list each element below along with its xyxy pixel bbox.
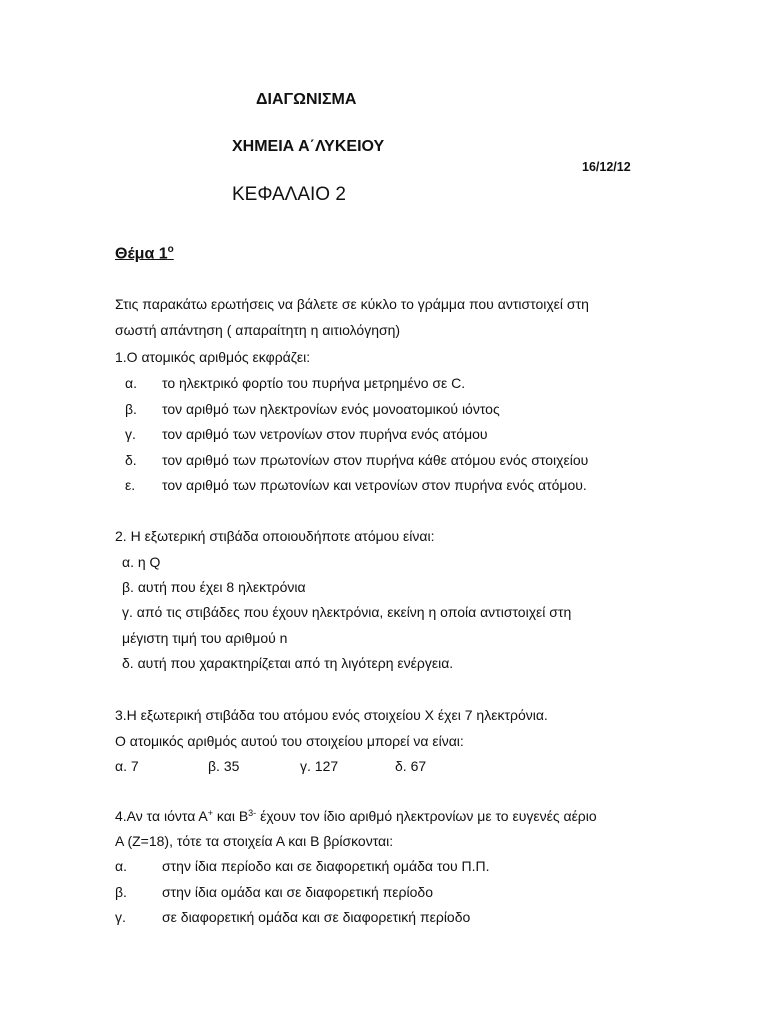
q4-option-a — [115, 858, 490, 874]
q3-option-b: β. 35 — [208, 758, 240, 774]
exam-chapter: ΚΕΦΑΛΑΙΟ 2 — [232, 184, 346, 205]
instructions-line-1: Στις παρακάτω ερωτήσεις να βάλετε σε κύκλο το γράμμα που αντιστοιχεί στη — [115, 296, 589, 312]
q4-stem-line-2: Α (Ζ=18), τότε τα στοιχεία Α και Β βρίσκονται: — [115, 833, 394, 849]
q1-option-c — [125, 426, 488, 442]
q1-stem: 1.Ο ατομικός αριθμός εκφράζει: — [115, 349, 311, 365]
option-mark: β. — [125, 401, 137, 417]
exam-date: 16/12/12 — [582, 160, 631, 174]
q1-option-d — [125, 452, 589, 468]
option-mark: γ. — [115, 909, 126, 925]
q1-option-b — [125, 401, 500, 417]
q1-option-e — [125, 477, 587, 493]
option-text: στην ίδια ομάδα και σε διαφορετική περίοδο — [162, 884, 433, 900]
q4-option-b — [115, 884, 433, 900]
option-mark: ε. — [125, 477, 136, 493]
q1-option-a — [125, 375, 466, 391]
exam-subject: ΧΗΜΕΙΑ Α΄ΛΥΚΕΙΟΥ — [232, 138, 385, 155]
exam-title: ΔΙΑΓΩΝΙΣΜΑ — [256, 91, 357, 108]
q2-option-b: β. αυτή που έχει 8 ηλεκτρόνια — [122, 579, 306, 595]
q3-option-a: α. 7 — [115, 758, 139, 774]
option-text: σε διαφορετική ομάδα και σε διαφορετική περίοδο — [162, 909, 471, 925]
option-text: τον αριθμό των ηλεκτρονίων ενός μονοατομικού ιόντος — [162, 401, 500, 417]
option-mark: α. — [115, 858, 127, 874]
q3-stem-line-1: 3.Η εξωτερική στιβάδα του ατόμου ενός στοιχείου Χ έχει 7 ηλεκτρόνια. — [115, 707, 548, 723]
q2-option-c-cont: μέγιστη τιμή του αριθμού n — [122, 630, 288, 646]
q4-option-c — [115, 909, 471, 925]
option-mark: δ. — [125, 452, 137, 468]
option-text: τον αριθμό των νετρονίων στον πυρήνα ενός ατόμου — [162, 426, 488, 442]
option-mark: β. — [115, 884, 127, 900]
q2-option-a: α. η Q — [122, 554, 161, 570]
option-text: τον αριθμό των πρωτονίων στον πυρήνα κάθε ατόμου ενός στοιχείου — [162, 452, 589, 468]
option-text: τον αριθμό των πρωτονίων και νετρονίων στον πυρήνα ενός ατόμου. — [162, 477, 587, 493]
q3-stem-line-2: Ο ατομικός αριθμός αυτού του στοιχείου μπορεί να είναι: — [115, 733, 464, 749]
q2-option-c: γ. από τις στιβάδες που έχουν ηλεκτρόνια, εκείνη η οποία αντιστοιχεί στη — [122, 604, 572, 620]
q2-option-d: δ. αυτή που χαρακτηρίζεται από τη λιγότερη ενέργεια. — [122, 655, 454, 671]
instructions-line-2: σωστή απάντηση ( απαραίτητη η αιτιολόγηση) — [115, 322, 401, 338]
option-mark: α. — [125, 375, 137, 391]
q3-option-c: γ. 127 — [300, 758, 339, 774]
q4-stem-line-1: 4.Αν τα ιόντα Α+ και $B^{3-}$ έχουν τον ίδιο αριθμό ηλεκτρονίων με το ευγενές αέριο — [115, 808, 597, 824]
option-mark: γ. — [125, 426, 136, 442]
option-text: το ηλεκτρικό φορτίο του πυρήνα μετρημένο σε C. — [162, 375, 466, 391]
q2-stem: 2. Η εξωτερική στιβάδα οποιουδήποτε ατόμου είναι: — [115, 528, 435, 544]
q3-option-d: δ. 67 — [395, 758, 427, 774]
section-heading: Θέμα $1^o$ — [115, 244, 174, 263]
option-text: στην ίδια περίοδο και σε διαφορετική ομάδα του Π.Π. — [162, 858, 490, 874]
